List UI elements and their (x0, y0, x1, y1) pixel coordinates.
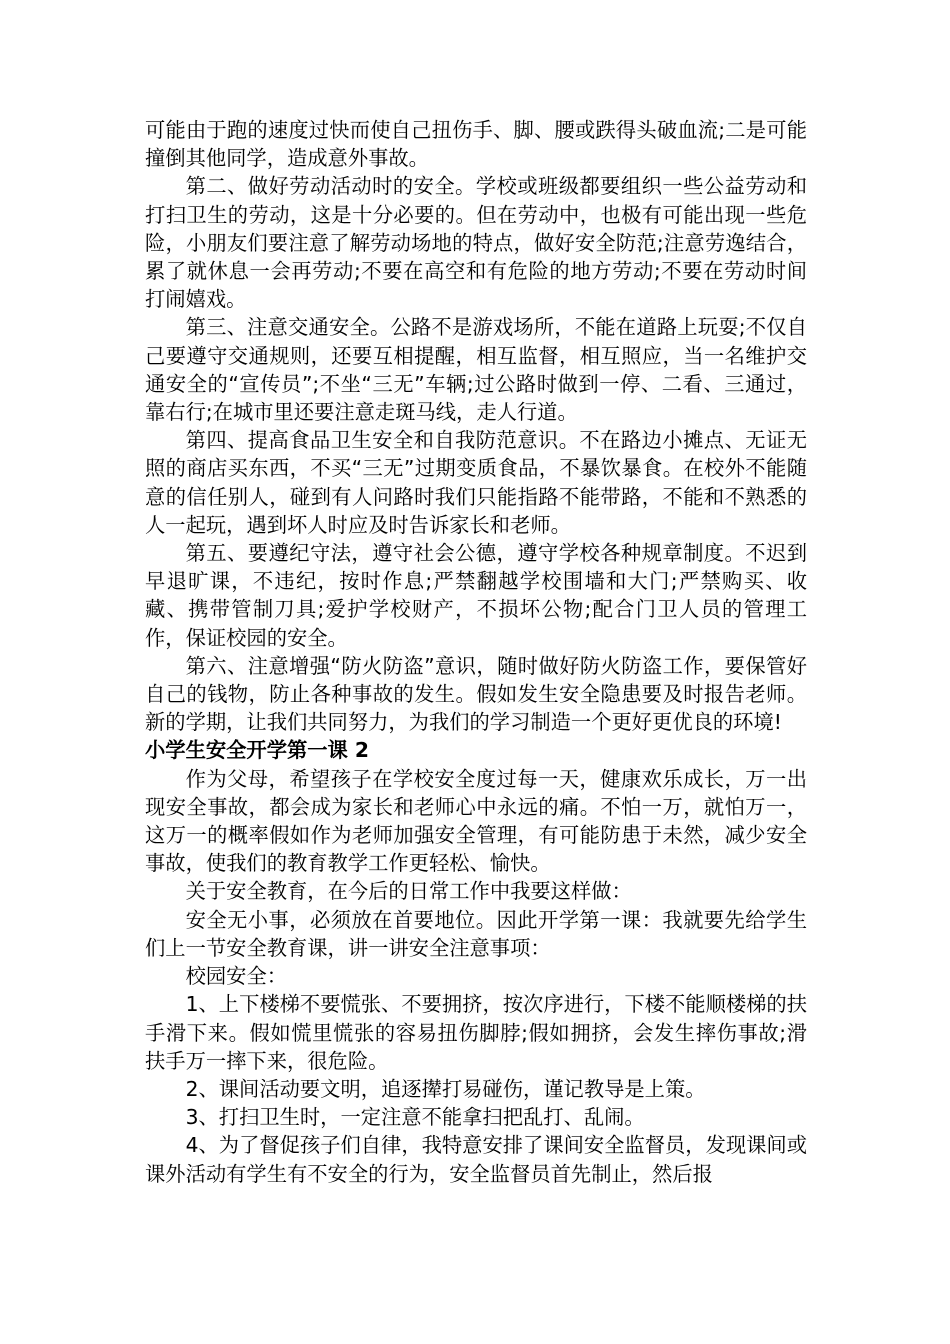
paragraph-continuation: 可能由于跑的速度过快而使自己扭伤手、脚、腰或跌得头破血流;二是可能撞倒其他同学，造成意外事故。 (145, 118, 807, 171)
section-heading: 小学生安全开学第一课 2 (145, 738, 369, 763)
list-item-monitor: 4、为了督促孩子们自律，我特意安排了课间安全监督员，发现课间或课外活动有学生有不安全的行为，安全监督员首先制止，然后报 (145, 1133, 807, 1186)
list-item-stairs: 1、上下楼梯不要慌张、不要拥挤，按次序进行，下楼不能顺楼梯的扶手滑下来。假如慌里慌张的容易扭伤脚脖;假如拥挤，会发生摔伤事故;滑扶手万一摔下来，很危险。 (145, 992, 807, 1073)
paragraph-fire-theft: 第六、注意增强“防火防盗”意识，随时做好防火防盗工作，要保管好自己的钱物，防止各种事故的发生。假如发生安全隐患要及时报告老师。新的学期，让我们共同努力，为我们的学习制造一个更好更优良的环境! (145, 653, 807, 735)
list-item-cleaning: 3、打扫卫生时，一定注意不能拿扫把乱打、乱闹。 (185, 1105, 645, 1130)
paragraph-labor-safety: 第二、做好劳动活动时的安全。学校或班级都要组织一些公益劳动和打扫卫生的劳动，这是十分必要的。但在劳动中，也极有可能出现一些危险，小朋友们要注意了解劳动场地的特点，做好安全防范;注意劳逸结合，累了就休息一会再劳动;不要在高空和有危险的地方劳动;不要在劳动时间打闹嬉戏。 (145, 174, 807, 312)
paragraph-parents: 作为父母，希望孩子在学校安全度过每一天，健康欢乐成长，万一出现安全事故，都会成为家长和老师心中永远的痛。不怕一万，就怕万一，这万一的概率假如作为老师加强安全管理，有可能防患于未然，减少安全事故，使我们的教育教学工作更轻松、愉快。 (145, 766, 807, 876)
list-item-recess: 2、课间活动要文明，追逐撵打易碰伤，谨记教导是上策。 (185, 1076, 706, 1101)
paragraph-first-lesson: 安全无小事，必须放在首要地位。因此开学第一课：我就要先给学生们上一节安全教育课，讲一讲安全注意事项： (145, 907, 807, 960)
document-page (145, 116, 807, 1188)
paragraph-campus-safety-label: 校园安全： (185, 964, 288, 989)
paragraph-traffic-safety: 第三、注意交通安全。公路不是游戏场所，不能在道路上玩耍;不仅自己要遵守交通规则，还要互相提醒，相互监督，相互照应，当一名维护交通安全的“宣传员”;不坐“三无”车辆;过公路时做到一停、二看、三通过，靠右行;在城市里还要注意走斑马线，走人行道。 (145, 315, 807, 425)
paragraph-plan-intro: 关于安全教育，在今后的日常工作中我要这样做： (185, 879, 632, 904)
paragraph-food-safety: 第四、提高食品卫生安全和自我防范意识。不在路边小摊点、无证无照的商店买东西，不买“三无”过期变质食品，不暴饮暴食。在校外不能随意的信任别人，碰到有人问路时我们只能指路不能带路，不能和不熟悉的人一起玩，遇到坏人时应及时告诉家长和老师。 (145, 428, 807, 537)
paragraph-discipline: 第五、要遵纪守法，遵守社会公德，遵守学校各种规章制度。不迟到早退旷课，不违纪，按时作息;严禁翻越学校围墙和大门;严禁购买、收藏、携带管制刀具;爱护学校财产，不损坏公物;配合门卫人员的管理工作，保证校园的安全。 (145, 541, 807, 650)
